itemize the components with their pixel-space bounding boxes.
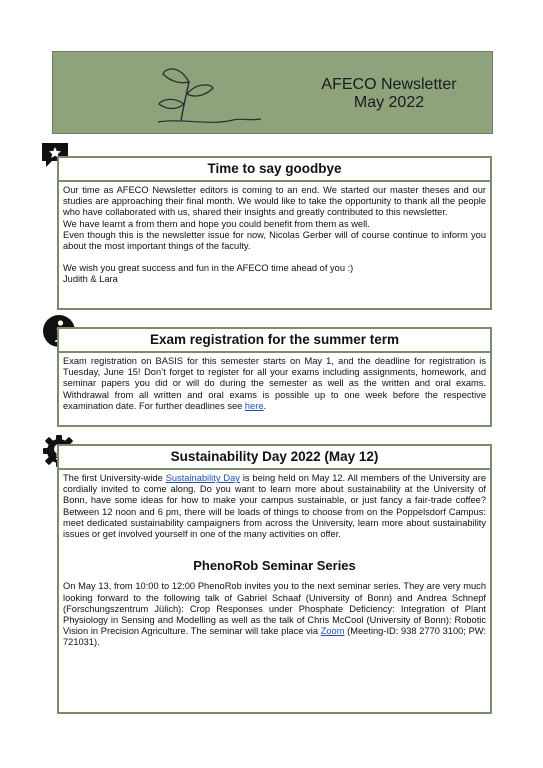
signature: Judith & Lara [63, 274, 118, 285]
paragraph-text: is being held on May 12. All members of the University are cordially invited to come along. Do you want to learn more about sustainability at the University of Bonn, have some ideas for how to make your campus sustainable, or just fancy a fair-trade coffee? Between 12 noon and 6 pm, there will be loads of things to choose from on the Poppelsdorf Campus: meet dedicated sustainability campaigners from across the University, learn more about sustainability issues or get involved yourself in one of the many activities on offer. [63, 473, 486, 540]
banner-title [314, 76, 464, 112]
paragraph [63, 581, 486, 648]
banner-title-line2: May 2022 [353, 94, 425, 111]
section-exam-registration [57, 327, 492, 427]
section-title: Exam registration for the summer term [149, 332, 400, 347]
paragraph-text: . [263, 400, 267, 411]
paragraph: We wish you great success and fun in the AFECO time ahead of you :) [63, 263, 354, 274]
deadlines-link[interactable]: here [244, 400, 264, 411]
section-sustainability [57, 444, 492, 714]
paragraph [63, 473, 486, 540]
paragraph: Even though this is the newsletter issue for now, Nicolas Gerber will of course continue to inform you about the most important things of the faculty. [63, 229, 486, 252]
subsection-title: PhenoRob Seminar Series [193, 558, 356, 574]
section-body [59, 353, 490, 412]
paragraph-text: Exam registration on BASIS for this semester starts on May 1, and the deadline for registration is Tuesday, June 15! Don’t forget to register for all your exams including assignments, homework, and seminar papers you did or will do during the semester as well as the written and oral exams. Withdrawal from all written and oral exams is possible up to one week before the respective examination date. For further deadlines see [63, 356, 486, 411]
section-body [59, 470, 490, 649]
paragraph-text: On May 13, from 10:00 to 12:00 PhenoRob invites you to the next seminar series. They are very much looking forward to the following talk of Gabriel Schaaf (University of Bonn) and Andrea Schnepf (Forschungszentrum Jülich): Crop Responses under Phosphate Deficiency: Integration of Plant Physiology in Sensing and Modelling as well as the talk of Chris McCool (University of Bonn): Robotic Vision in Precision Agriculture. The seminar will take place via [63, 581, 486, 637]
section-title: Sustainability Day 2022 (May 12) [170, 449, 379, 464]
newsletter-banner [52, 51, 493, 134]
paragraph [63, 356, 486, 412]
zoom-link[interactable]: Zoom [320, 626, 345, 637]
section-title: Time to say goodbye [207, 161, 342, 176]
paragraph: Our time as AFECO Newsletter editors is coming to an end. We started our master theses and our studies are approaching their final month. We would like to take the opportunity to thank all the people who have collaborated with us, shared their insights and greatly contributed to this newsletter. [63, 185, 486, 218]
paragraph: We have learnt a from them and hope you could benefit from them as well. [63, 218, 370, 229]
section-goodbye [57, 156, 492, 310]
paragraph-text: (Meeting-ID: 938 2770 3100; PW: 721031). [63, 626, 486, 648]
paragraph-text: The first University-wide [63, 473, 166, 483]
banner-title-line1: AFECO Newsletter [321, 76, 457, 93]
sustainability-day-link[interactable]: Sustainability Day [165, 473, 240, 483]
sprout-icon [153, 60, 263, 130]
section-body [59, 182, 490, 286]
